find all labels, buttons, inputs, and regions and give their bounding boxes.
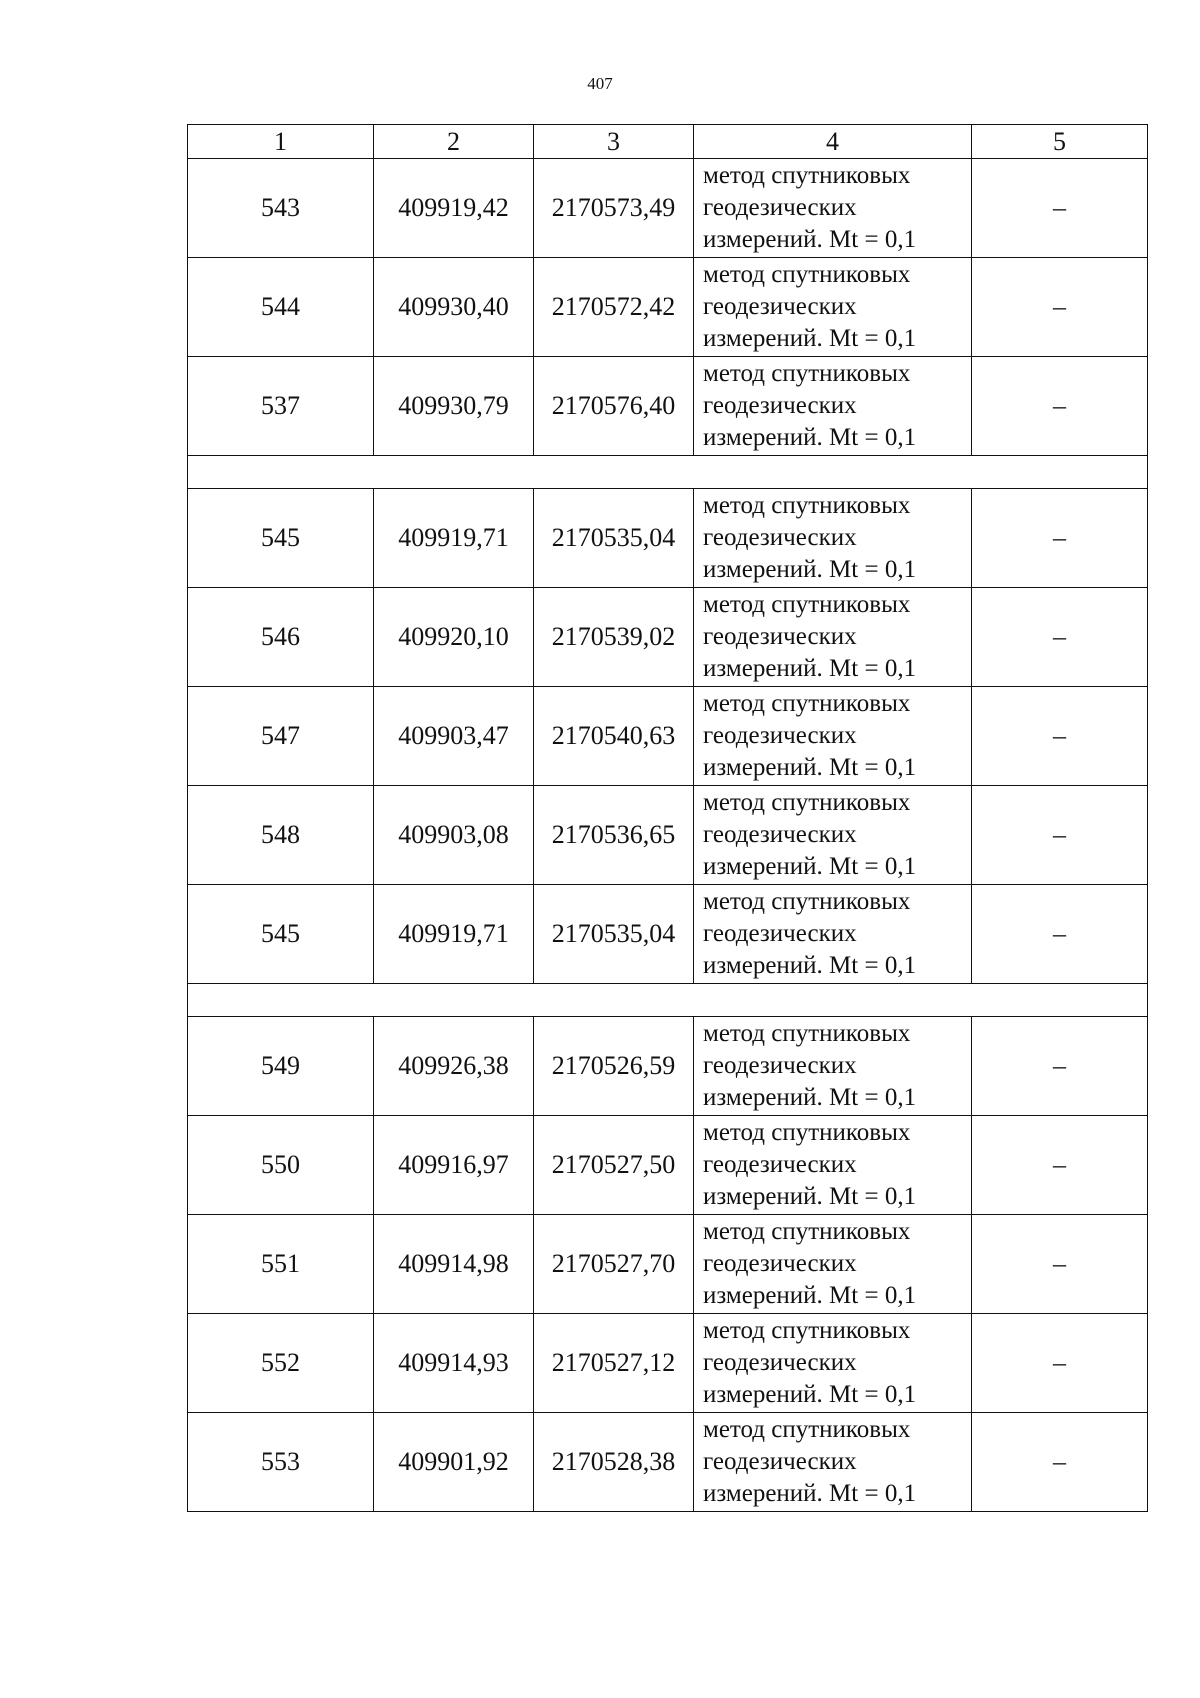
note-cell: – bbox=[972, 588, 1148, 687]
x-coordinate-cell: 409919,42 bbox=[374, 159, 534, 258]
method-cell bbox=[694, 588, 972, 687]
point-number-cell: 553 bbox=[188, 1413, 374, 1512]
table-row bbox=[188, 588, 1148, 687]
table-body bbox=[188, 159, 1148, 1512]
method-line: метод спутниковых bbox=[703, 1020, 911, 1047]
method-line: измерений. Mt = 0,1 bbox=[703, 424, 917, 451]
note-cell: – bbox=[972, 1215, 1148, 1314]
note-cell: – bbox=[972, 489, 1148, 588]
y-coordinate-cell: 2170528,38 bbox=[534, 1413, 694, 1512]
method-line: метод спутниковых bbox=[703, 1317, 911, 1344]
method-line: измерений. Mt = 0,1 bbox=[703, 1381, 917, 1408]
x-coordinate-cell: 409919,71 bbox=[374, 885, 534, 984]
note-cell: – bbox=[972, 786, 1148, 885]
table-row bbox=[188, 687, 1148, 786]
column-header: 4 bbox=[694, 125, 972, 159]
table-row bbox=[188, 885, 1148, 984]
note-cell: – bbox=[972, 1413, 1148, 1512]
y-coordinate-cell: 2170539,02 bbox=[534, 588, 694, 687]
x-coordinate-cell: 409916,97 bbox=[374, 1116, 534, 1215]
method-line: метод спутниковых bbox=[703, 591, 911, 618]
coordinates-table bbox=[187, 124, 1148, 1512]
x-coordinate-cell: 409914,98 bbox=[374, 1215, 534, 1314]
table-row bbox=[188, 258, 1148, 357]
method-line: геодезических bbox=[703, 722, 857, 749]
method-line: геодезических bbox=[703, 1349, 857, 1376]
method-line: метод спутниковых bbox=[703, 1119, 911, 1146]
table-row bbox=[188, 1017, 1148, 1116]
method-line: метод спутниковых bbox=[703, 789, 911, 816]
x-coordinate-cell: 409930,40 bbox=[374, 258, 534, 357]
method-cell bbox=[694, 159, 972, 258]
group-separator-cell bbox=[188, 984, 1148, 1017]
point-number-cell: 545 bbox=[188, 885, 374, 984]
note-cell: – bbox=[972, 258, 1148, 357]
group-separator-cell bbox=[188, 456, 1148, 489]
method-line: геодезических bbox=[703, 524, 857, 551]
y-coordinate-cell: 2170572,42 bbox=[534, 258, 694, 357]
method-line: метод спутниковых bbox=[703, 1218, 911, 1245]
method-cell bbox=[694, 1215, 972, 1314]
point-number-cell: 545 bbox=[188, 489, 374, 588]
method-line: геодезических bbox=[703, 623, 857, 650]
x-coordinate-cell: 409930,79 bbox=[374, 357, 534, 456]
y-coordinate-cell: 2170536,65 bbox=[534, 786, 694, 885]
point-number-cell: 544 bbox=[188, 258, 374, 357]
method-line: геодезических bbox=[703, 1448, 857, 1475]
method-cell bbox=[694, 786, 972, 885]
method-line: метод спутниковых bbox=[703, 162, 911, 189]
column-header: 1 bbox=[188, 125, 374, 159]
note-cell: – bbox=[972, 885, 1148, 984]
point-number-cell: 543 bbox=[188, 159, 374, 258]
method-line: метод спутниковых bbox=[703, 492, 911, 519]
method-cell bbox=[694, 1116, 972, 1215]
table-row bbox=[188, 489, 1148, 588]
point-number-cell: 552 bbox=[188, 1314, 374, 1413]
page-number: 407 bbox=[587, 74, 613, 93]
method-cell bbox=[694, 1314, 972, 1413]
method-line: метод спутниковых bbox=[703, 690, 911, 717]
x-coordinate-cell: 409926,38 bbox=[374, 1017, 534, 1116]
group-separator-row bbox=[188, 456, 1148, 489]
method-line: измерений. Mt = 0,1 bbox=[703, 952, 917, 979]
method-line: метод спутниковых bbox=[703, 1416, 911, 1443]
y-coordinate-cell: 2170540,63 bbox=[534, 687, 694, 786]
method-line: геодезических bbox=[703, 1052, 857, 1079]
column-header: 2 bbox=[374, 125, 534, 159]
y-coordinate-cell: 2170576,40 bbox=[534, 357, 694, 456]
method-line: измерений. Mt = 0,1 bbox=[703, 226, 917, 253]
group-separator-row bbox=[188, 984, 1148, 1017]
table-row bbox=[188, 1314, 1148, 1413]
method-cell bbox=[694, 489, 972, 588]
method-line: геодезических bbox=[703, 821, 857, 848]
method-cell bbox=[694, 1017, 972, 1116]
method-line: геодезических bbox=[703, 920, 857, 947]
note-cell: – bbox=[972, 1116, 1148, 1215]
method-cell bbox=[694, 1413, 972, 1512]
note-cell: – bbox=[972, 687, 1148, 786]
y-coordinate-cell: 2170527,50 bbox=[534, 1116, 694, 1215]
point-number-cell: 551 bbox=[188, 1215, 374, 1314]
method-line: измерений. Mt = 0,1 bbox=[703, 1282, 917, 1309]
method-line: измерений. Mt = 0,1 bbox=[703, 655, 917, 682]
note-cell: – bbox=[972, 357, 1148, 456]
method-line: измерений. Mt = 0,1 bbox=[703, 556, 917, 583]
y-coordinate-cell: 2170526,59 bbox=[534, 1017, 694, 1116]
method-line: измерений. Mt = 0,1 bbox=[703, 325, 917, 352]
point-number-cell: 546 bbox=[188, 588, 374, 687]
method-line: измерений. Mt = 0,1 bbox=[703, 754, 917, 781]
table-row bbox=[188, 357, 1148, 456]
method-cell bbox=[694, 885, 972, 984]
x-coordinate-cell: 409903,47 bbox=[374, 687, 534, 786]
method-line: геодезических bbox=[703, 1151, 857, 1178]
table-row bbox=[188, 1116, 1148, 1215]
table-row bbox=[188, 1413, 1148, 1512]
point-number-cell: 550 bbox=[188, 1116, 374, 1215]
y-coordinate-cell: 2170535,04 bbox=[534, 885, 694, 984]
x-coordinate-cell: 409914,93 bbox=[374, 1314, 534, 1413]
method-line: измерений. Mt = 0,1 bbox=[703, 1183, 917, 1210]
x-coordinate-cell: 409919,71 bbox=[374, 489, 534, 588]
method-line: геодезических bbox=[703, 1250, 857, 1277]
method-line: метод спутниковых bbox=[703, 360, 911, 387]
method-line: измерений. Mt = 0,1 bbox=[703, 853, 917, 880]
point-number-cell: 549 bbox=[188, 1017, 374, 1116]
method-line: метод спутниковых bbox=[703, 261, 911, 288]
method-cell bbox=[694, 687, 972, 786]
method-line: геодезических bbox=[703, 293, 857, 320]
point-number-cell: 548 bbox=[188, 786, 374, 885]
method-cell bbox=[694, 258, 972, 357]
method-line: измерений. Mt = 0,1 bbox=[703, 1084, 917, 1111]
method-line: геодезических bbox=[703, 194, 857, 221]
column-header: 3 bbox=[534, 125, 694, 159]
method-cell bbox=[694, 357, 972, 456]
y-coordinate-cell: 2170527,12 bbox=[534, 1314, 694, 1413]
x-coordinate-cell: 409901,92 bbox=[374, 1413, 534, 1512]
table-row bbox=[188, 786, 1148, 885]
y-coordinate-cell: 2170535,04 bbox=[534, 489, 694, 588]
note-cell: – bbox=[972, 1017, 1148, 1116]
method-line: метод спутниковых bbox=[703, 888, 911, 915]
method-line: измерений. Mt = 0,1 bbox=[703, 1480, 917, 1507]
method-line: геодезических bbox=[703, 392, 857, 419]
note-cell: – bbox=[972, 159, 1148, 258]
table-header-row bbox=[188, 125, 1148, 159]
note-cell: – bbox=[972, 1314, 1148, 1413]
point-number-cell: 537 bbox=[188, 357, 374, 456]
x-coordinate-cell: 409920,10 bbox=[374, 588, 534, 687]
x-coordinate-cell: 409903,08 bbox=[374, 786, 534, 885]
point-number-cell: 547 bbox=[188, 687, 374, 786]
column-header: 5 bbox=[972, 125, 1148, 159]
table-row bbox=[188, 159, 1148, 258]
table-row bbox=[188, 1215, 1148, 1314]
y-coordinate-cell: 2170527,70 bbox=[534, 1215, 694, 1314]
y-coordinate-cell: 2170573,49 bbox=[534, 159, 694, 258]
